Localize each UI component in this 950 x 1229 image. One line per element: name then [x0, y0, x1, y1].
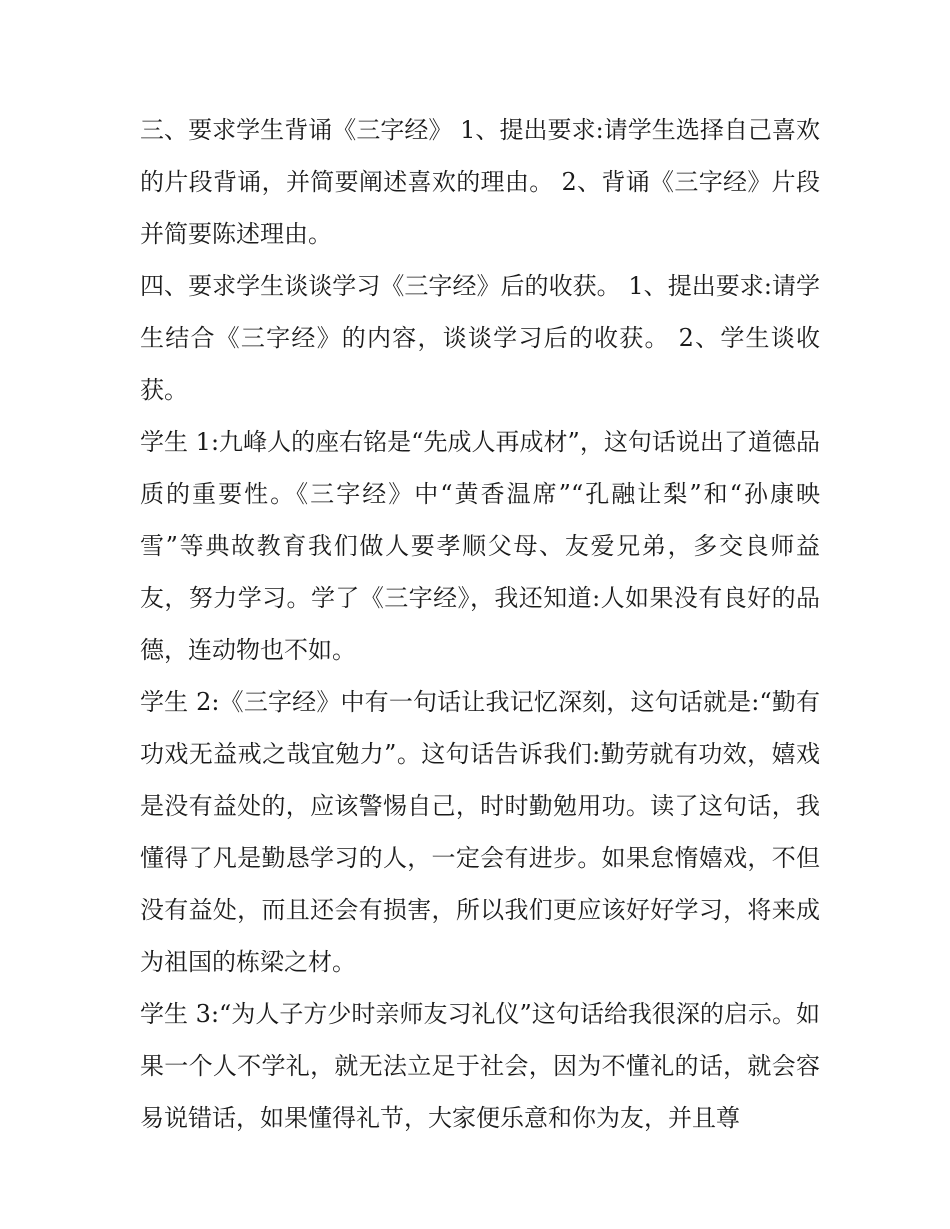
paragraph-learning-gains: 四、要求学生谈谈学习《三字经》后的收获。 1、提出要求:请学生结合《三字经》的内容，谈谈学习后的收获。 2、学生谈收获。	[140, 272, 820, 404]
paragraph-student-1: 学生 1:九峰人的座右铭是“先成人再成材”，这句话说出了道德品质的重要性。《三字经》中“黄香温席”“孔融让梨”和“孙康映雪”等典故教育我们做人要孝顺父母、友爱兄弟，多交良师益友，努力学习。学了《三字经》，我还知道:人如果没有良好的品德，连动物也不如。	[140, 428, 820, 664]
paragraph-recite-requirement: 三、要求学生背诵《三字经》 1、提出要求:请学生选择自己喜欢的片段背诵，并简要阐述喜欢的理由。 2、背诵《三字经》片段并简要陈述理由。	[140, 116, 820, 248]
document-body	[140, 104, 820, 1144]
paragraph-student-3: 学生 3:“为人子方少时亲师友习礼仪”这句话给我很深的启示。如果一个人不学礼，就无法立足于社会，因为不懂礼的话，就会容易说错话，如果懂得礼节，大家便乐意和你为友，并且尊	[140, 1000, 820, 1132]
paragraph-student-2: 学生 2:《三字经》中有一句话让我记忆深刻，这句话就是:“勤有功戏无益戒之哉宜勉力”。这句话告诉我们:勤劳就有功效，嬉戏是没有益处的，应该警惕自己，时时勤勉用功。读了这句话，我懂得了凡是勤恳学习的人，一定会有进步。如果怠惰嬉戏，不但没有益处，而且还会有损害，所以我们更应该好好学习，将来成为祖国的栋梁之材。	[140, 688, 820, 976]
